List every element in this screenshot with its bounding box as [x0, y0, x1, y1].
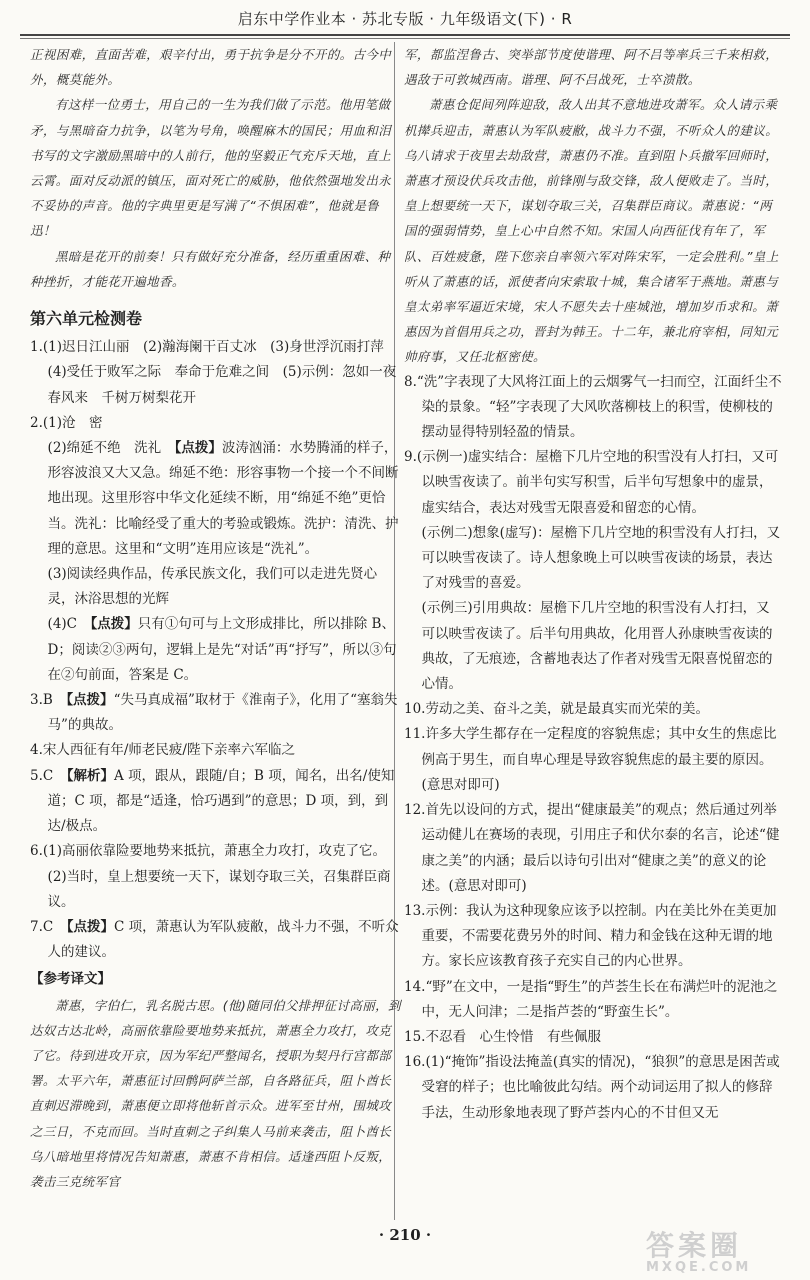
answer-12: 12.首先以设问的方式，提出“健康最美”的观点；然后通过列举运动健儿在赛场的表现，引用庄子和伏尔泰的名言，论述“健康之美”的内涵；最后以诗句引出对“健康之美”的意义的论述。(意思对即可)	[404, 802, 780, 894]
answer-2-2: (2)绵延不绝 洗礼 【点拨】波涛汹涌：水势腾涌的样子，形容波浪又大又急。绵延不绝：形容事物一个接一个不间断地出现。这里形容中华文化延续不断，用“绵延不绝”更恰当。洗礼：比喻经受了重大的考验或锻炼。洗护：清洗、护理的意思。这里和“文明”连用应该是“洗礼”。	[47, 440, 399, 557]
answer-6-2: (2)当时，皇上想要统一天下，谋划夺取三关，召集群臣商议。	[47, 868, 391, 910]
essay-paragraph: 黑暗是花开的前奏！只有做好充分准备，经历重重困难、种种挫折，才能花开遍地香。	[30, 248, 391, 289]
right-column	[404, 42, 782, 1222]
answer-5: 5.C 【解析】A 项，跟从，跟随/自；B 项，闻名，出名/使知道；C 项，都是“适逢，恰巧遇到”的意思；D 项，到，到达/极点。	[30, 767, 395, 835]
answer-16: 16.(1)“掩饰”指设法掩盖(真实的情况)，“狼狈”的意思是困苦或受窘的样子；也比喻彼此勾结。两个动词运用了拟人的修辞手法，生动形象地表现了野芦荟内心的不甘但又无	[404, 1054, 780, 1121]
answer-13: 13.示例：我认为这种现象应该予以控制。内在美比外在美更加重要，不需要花费另外的时间、精力和金钱在这种无谓的地方。家长应该教育孩子充实自己的内心世界。	[404, 902, 777, 970]
reference-translation-cont: 军，都监涅鲁古、突举部节度使谐理、阿不吕等率兵三千来相救，遇敌于可敦城西南。谐理、阿不吕战死，士卒溃散。	[404, 47, 779, 88]
answer-4: 4.宋人西征有年/师老民疲/陛下亲率六军临之	[30, 742, 295, 759]
reference-translation-cont: 萧惠仓促间列阵迎敌，敌人出其不意地进攻萧军。众人请示乘机撵兵迎击，萧惠认为军队疲敝，战斗力不强，不听众人的建议。乌八请求于夜里去劫敌营，萧惠仍不准。直到阻卜兵撤军回师时，萧惠才预设伏兵攻击他，前锋刚与敌交锋，敌人便败走了。当时，皇上想要统一天下，谋划夺取三关，召集群臣商议。萧惠说：“两国的强弱情势，皇上心中自然不知。宋国人向西征伐有年了，军队、百姓疲惫，陛下您亲自率领六军对阵宋军，一定会胜利。”皇上听从了萧惠的话，派使者向宋索取十城，集合诸军于燕地。萧惠与皇太弟率军逼近宋境，宋人不愿失去十座城池，增加岁币求和。萧惠因为首倡用兵之功，晋封为韩王。十二年，兼北府宰相，同知元帅府事，又任北枢密使。	[404, 97, 779, 365]
answer-11: 11.许多大学生都存在一定程度的容貌焦虑；其中女生的焦虑比例高于男生，而自卑心理是导致容貌焦虑的最主要的原因。(意思对即可)	[404, 726, 777, 793]
header-rule	[20, 34, 790, 36]
section-title: 第六单元检测卷	[30, 309, 143, 329]
reference-translation-title: 【参考译文】	[30, 971, 111, 988]
answer-1: 1.(1)迟日江山丽 (2)瀚海阑干百丈冰 (3)身世浮沉雨打萍 (4)受任于败军之际 奉命于危难之间 (5)示例：忽如一夜春风来 千树万树梨花开	[30, 339, 398, 406]
page-number: · 210 ·	[378, 1226, 432, 1244]
answer-6-1: 6.(1)高丽依靠险要地势来抵抗，萧惠全力攻打，攻克了它。	[30, 843, 387, 860]
answer-15: 15.不忍看 心生怜惜 有些佩服	[404, 1028, 601, 1045]
header-rule-thin	[20, 38, 790, 39]
answer-8: 8.“洗”字表现了大风将江面上的云烟雾气一扫而空，江面纤尘不染的景象。“轻”字表现了大风吹落柳枝上的积雪，使柳枝的摆动显得特别轻盈的情景。	[404, 373, 782, 441]
answer-3: 3.B 【点拨】“失马真成福”取材于《淮南子》，化用了“塞翁失马”的典故。	[30, 692, 398, 734]
answer-9-2: (示例二)想象(虚写)：屋檐下几片空地的积雪没有人打扫，又可以映雪夜读了。诗人想象晚上可以映雪夜读的场景，表达了对残雪的喜爱。	[421, 524, 781, 592]
answer-2-4: (4)C 【点拨】只有①句可与上文形成排比，所以排除 B、D；阅读②③两句，逻辑上是先“对话”再“抒写”，所以③句在②句前面，答案是 C。	[47, 616, 397, 683]
left-column	[30, 42, 402, 1222]
essay-paragraph: 有这样一位勇士，用自己的一生为我们做了示范。他用笔做矛，与黑暗奋力抗争，以笔为号角，唤醒麻木的国民；用血和泪书写的文字激励黑暗中的人前行，他的坚毅正气充斥天地，直上云霄。面对反动派的镇压，面对死亡的威胁，他依然强地发出永不妥协的声音。他的字典里更是写满了“不惧困难”，他就是鲁迅！	[30, 97, 392, 239]
answer-9-1: 9.(示例一)虚实结合：屋檐下几片空地的积雪没有人打扫，又可以映雪夜读了。前半句实写积雪，后半句写想象中的虚景，虚实结合，表达对残雪无限喜爱和留恋的心情。	[404, 449, 779, 516]
answer-7: 7.C 【点拨】C 项，萧惠认为军队疲敝，战斗力不强，不听众人的建议。	[30, 918, 399, 961]
answer-10: 10.劳动之美、奋斗之美，就是最真实而光荣的美。	[404, 701, 709, 718]
page-header: 启东中学作业本 · 苏北专版 · 九年级语文(下) · R	[237, 10, 573, 28]
reference-translation: 萧惠，字伯仁，乳名脱古思。(他)随同伯父排押征讨高丽，到达奴古达北岭，高丽依靠险要地势来抵抗，萧惠全力攻打，攻克了它。待到进攻开京，因为军纪严整闻名，授职为契丹行宫都部署。太平六年，萧惠征讨回鹘阿萨兰部，自各路征兵，阻卜酋长直刺迟滞晚到，萧惠便立即将他斩首示众。进军至甘州，围城攻之三日，不克而回。当时直刺之子纠集人马前来袭击，阻卜酋长乌八暗地里将情况告知萧惠，萧惠不肯相信。适逢西阻卜反叛，袭击三克统军官	[30, 997, 401, 1189]
answer-2-1: 2.(1)沧 密	[30, 414, 103, 431]
watermark-logo: 答案圈 MXQE.COM	[646, 1229, 752, 1275]
answer-14: 14.“野”在文中，一是指“野生”的芦荟生长在布满烂叶的泥池之中，无人问津；二是指芦荟的“野蛮生长”。	[404, 978, 778, 1020]
essay-paragraph: 正视困难，直面苦难，艰辛付出，勇于抗争是分不开的。古今中外，概莫能外。	[30, 47, 392, 88]
answer-2-3: (3)阅读经典作品，传承民族文化，我们可以走进先贤心灵，沐浴思想的光辉	[47, 566, 378, 608]
answer-9-3: (示例三)引用典故：屋檐下几片空地的积雪没有人打扫，又可以映雪夜读了。后半句用典故，化用晋人孙康映雪夜读的典故，了无痕迹，含蓄地表达了作者对残雪无限喜悦留恋的心情。	[421, 600, 773, 693]
